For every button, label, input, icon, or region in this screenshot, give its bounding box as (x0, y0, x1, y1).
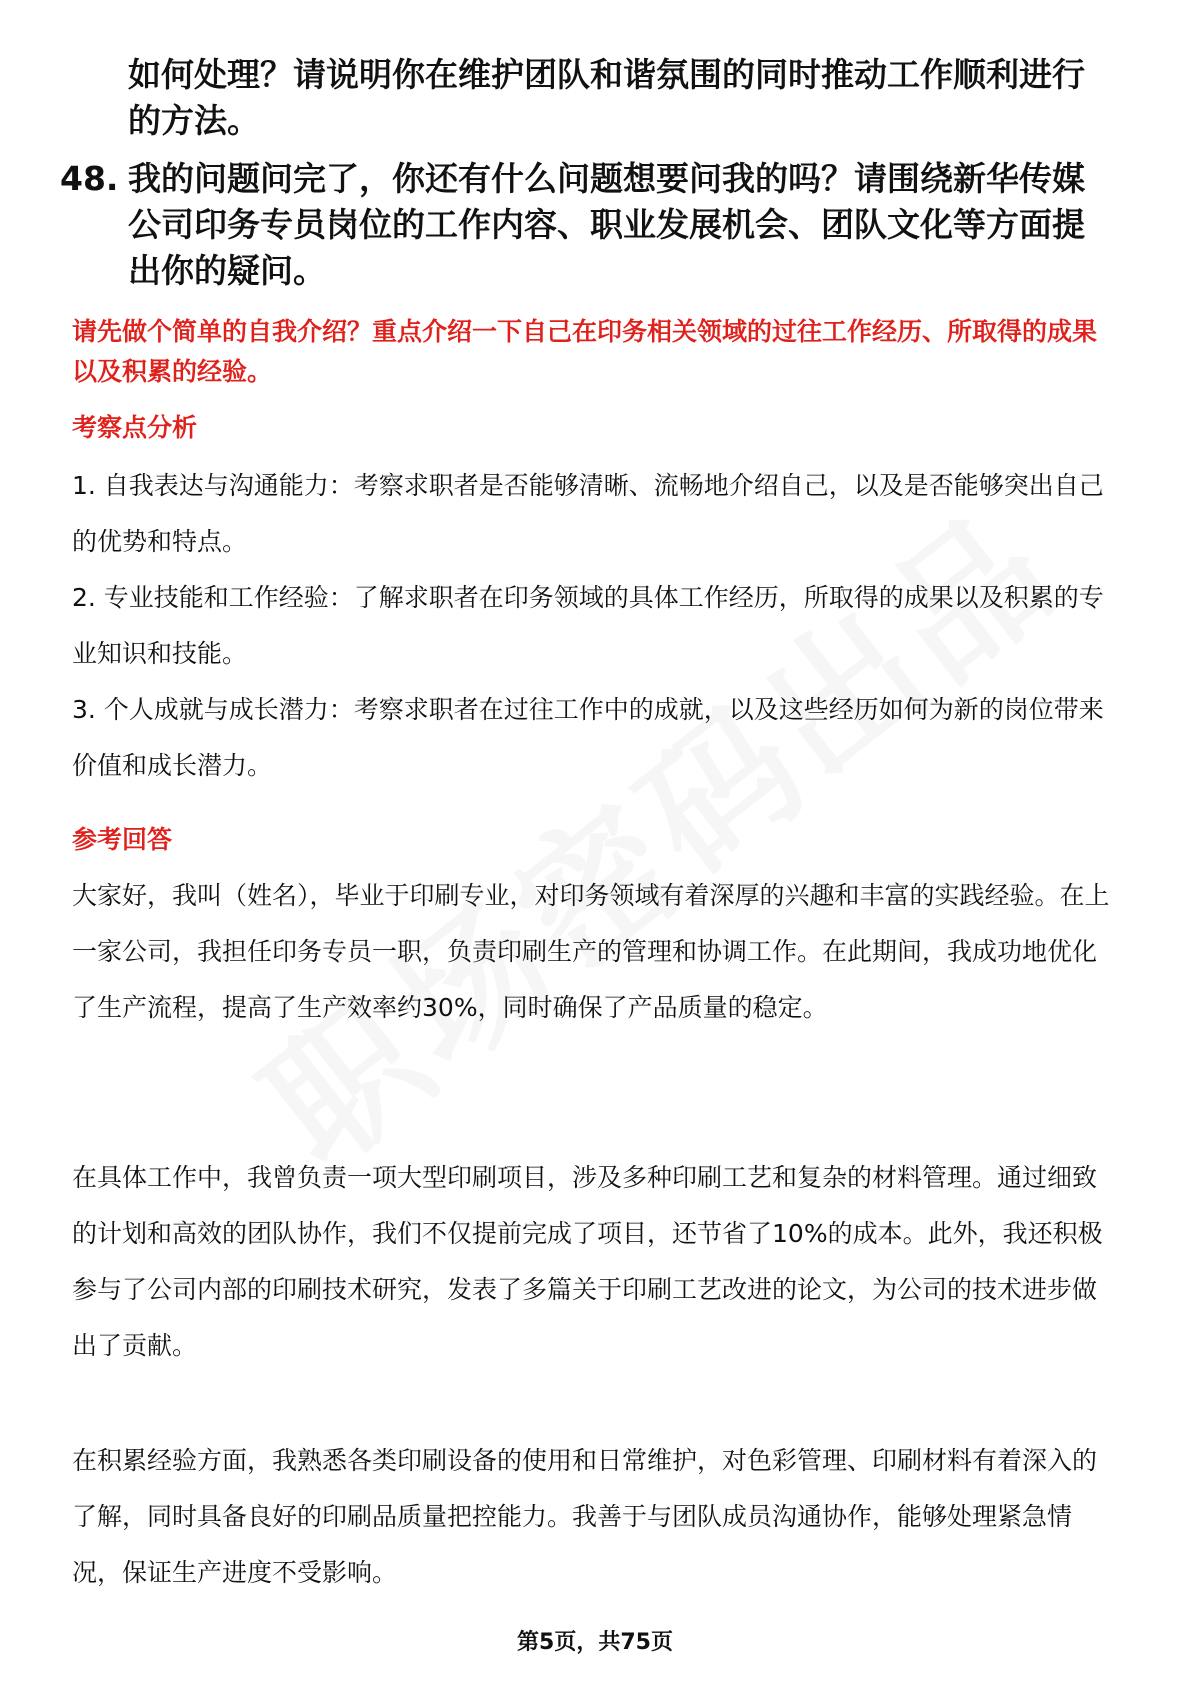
page-footer: 第5页，共75页 (517, 1630, 673, 1655)
question-48-number: 48. (60, 159, 119, 198)
analysis-item: 1. 自我表达与沟通能力：考察求职者是否能够清晰、流畅地介绍自己，以及是否能够突出自己的优势和特点。 (72, 471, 1104, 556)
question-47-continued: 如何处理？请说明你在维护团队和谐氛围的同时推动工作顺利进行的方法。 (128, 55, 1085, 140)
analysis-item: 2. 专业技能和工作经验：了解求职者在印务领域的具体工作经历，所取得的成果以及积累的专业知识和技能。 (72, 583, 1104, 668)
main-question: 请先做个简单的自我介绍？重点介绍一下自己在印务相关领域的过往工作经历、所取得的成果以及积累的经验。 (72, 317, 1098, 386)
analysis-item: 3. 个人成就与成长潜力：考察求职者在过往工作中的成就，以及这些经历如何为新的岗位带来价值和成长潜力。 (72, 695, 1104, 780)
answer-paragraph: 在积累经验方面，我熟悉各类印刷设备的使用和日常维护，对色彩管理、印刷材料有着深入的了解，同时具备良好的印刷品质量把控能力。我善于与团队成员沟通协作，能够处理紧急情况，保证生产进度不受影响。 (72, 1446, 1098, 1587)
question-48 (60, 156, 1112, 294)
analysis-list (72, 458, 1117, 794)
question-48-text: 我的问题问完了，你还有什么问题想要问我的吗？请围绕新华传媒公司印务专员岗位的工作内容、职业发展机会、团队文化等方面提出你的疑问。 (128, 159, 1085, 290)
answer-paragraph: 大家好，我叫（姓名），毕业于印刷专业，对印务领域有着深厚的兴趣和丰富的实践经验。在上一家公司，我担任印务专员一职，负责印刷生产的管理和协调工作。在此期间，我成功地优化了生产流程，提高了生产效率约30%，同时确保了产品质量的稳定。 (72, 881, 1110, 1022)
analysis-heading: 考察点分析 (72, 413, 198, 442)
answer-heading: 参考回答 (72, 825, 173, 854)
answer-paragraph: 在具体工作中，我曾负责一项大型印刷项目，涉及多种印刷工艺和复杂的材料管理。通过细致的计划和高效的团队协作，我们不仅提前完成了项目，还节省了10%的成本。此外，我还积极参与了公司内部的印刷技术研究，发表了多篇关于印刷工艺改进的论文，为公司的技术进步做出了贡献。 (72, 1163, 1103, 1360)
